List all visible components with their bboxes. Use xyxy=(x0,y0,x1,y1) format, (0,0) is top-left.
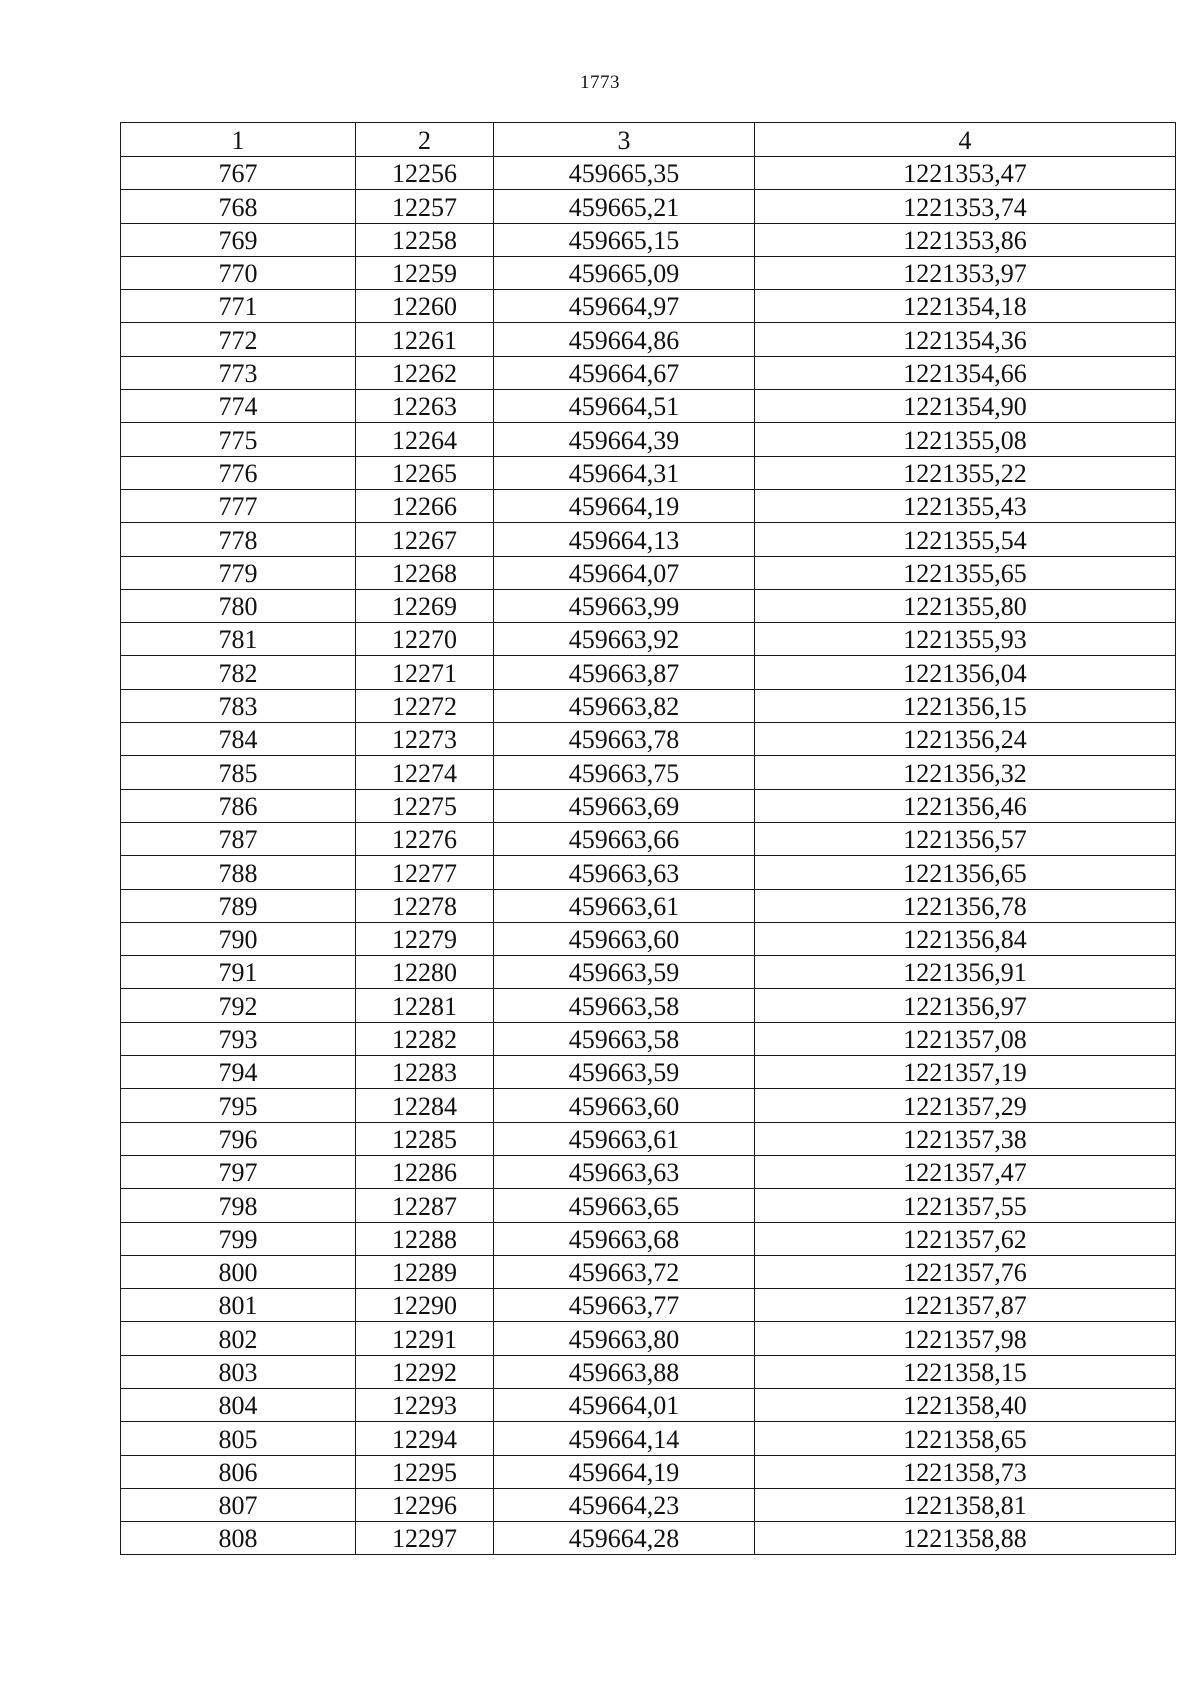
cell-point-number: 805 xyxy=(121,1422,356,1455)
cell-coordinate-y: 1221356,24 xyxy=(755,723,1176,756)
cell-coordinate-x: 459664,97 xyxy=(494,290,755,323)
cell-coordinate-y: 1221353,47 xyxy=(755,157,1176,190)
table-row xyxy=(121,1522,1176,1555)
cell-point-number: 772 xyxy=(121,323,356,356)
cell-index: 12276 xyxy=(356,822,494,855)
cell-index: 12269 xyxy=(356,589,494,622)
cell-coordinate-x: 459665,21 xyxy=(494,190,755,223)
column-header-3: 3 xyxy=(494,123,755,157)
cell-coordinate-x: 459663,68 xyxy=(494,1222,755,1255)
table-row xyxy=(121,1089,1176,1122)
cell-coordinate-x: 459664,86 xyxy=(494,323,755,356)
cell-coordinate-y: 1221356,46 xyxy=(755,789,1176,822)
cell-coordinate-y: 1221357,87 xyxy=(755,1289,1176,1322)
cell-index: 12270 xyxy=(356,623,494,656)
cell-coordinate-y: 1221355,65 xyxy=(755,556,1176,589)
table-row xyxy=(121,689,1176,722)
cell-coordinate-x: 459664,39 xyxy=(494,423,755,456)
cell-index: 12278 xyxy=(356,889,494,922)
column-header-2: 2 xyxy=(356,123,494,157)
cell-coordinate-x: 459663,77 xyxy=(494,1289,755,1322)
table-row xyxy=(121,989,1176,1022)
cell-coordinate-y: 1221357,62 xyxy=(755,1222,1176,1255)
cell-point-number: 803 xyxy=(121,1355,356,1388)
cell-index: 12277 xyxy=(356,856,494,889)
cell-index: 12285 xyxy=(356,1122,494,1155)
cell-index: 12258 xyxy=(356,223,494,256)
table-row xyxy=(121,656,1176,689)
cell-coordinate-y: 1221356,15 xyxy=(755,689,1176,722)
cell-index: 12261 xyxy=(356,323,494,356)
table-row xyxy=(121,1488,1176,1521)
cell-coordinate-y: 1221357,55 xyxy=(755,1189,1176,1222)
table-row xyxy=(121,1422,1176,1455)
cell-index: 12291 xyxy=(356,1322,494,1355)
table-row xyxy=(121,1455,1176,1488)
cell-index: 12259 xyxy=(356,256,494,289)
table-row xyxy=(121,489,1176,522)
cell-coordinate-x: 459663,66 xyxy=(494,822,755,855)
cell-coordinate-x: 459663,92 xyxy=(494,623,755,656)
cell-index: 12284 xyxy=(356,1089,494,1122)
cell-coordinate-y: 1221358,73 xyxy=(755,1455,1176,1488)
cell-coordinate-y: 1221356,04 xyxy=(755,656,1176,689)
cell-point-number: 795 xyxy=(121,1089,356,1122)
table-row xyxy=(121,423,1176,456)
table-row xyxy=(121,390,1176,423)
cell-point-number: 774 xyxy=(121,390,356,423)
table-row xyxy=(121,1122,1176,1155)
cell-index: 12283 xyxy=(356,1056,494,1089)
cell-point-number: 770 xyxy=(121,256,356,289)
cell-coordinate-x: 459665,35 xyxy=(494,157,755,190)
cell-coordinate-y: 1221358,15 xyxy=(755,1355,1176,1388)
cell-point-number: 789 xyxy=(121,889,356,922)
cell-index: 12271 xyxy=(356,656,494,689)
cell-coordinate-x: 459664,13 xyxy=(494,523,755,556)
cell-coordinate-y: 1221356,91 xyxy=(755,956,1176,989)
table-row xyxy=(121,323,1176,356)
cell-point-number: 783 xyxy=(121,689,356,722)
cell-point-number: 791 xyxy=(121,956,356,989)
cell-point-number: 767 xyxy=(121,157,356,190)
cell-coordinate-y: 1221358,81 xyxy=(755,1488,1176,1521)
table-row xyxy=(121,256,1176,289)
cell-coordinate-x: 459664,01 xyxy=(494,1388,755,1421)
cell-coordinate-x: 459664,14 xyxy=(494,1422,755,1455)
cell-coordinate-y: 1221355,93 xyxy=(755,623,1176,656)
cell-point-number: 769 xyxy=(121,223,356,256)
table-row xyxy=(121,856,1176,889)
cell-index: 12281 xyxy=(356,989,494,1022)
cell-index: 12275 xyxy=(356,789,494,822)
cell-coordinate-y: 1221355,80 xyxy=(755,589,1176,622)
table-row xyxy=(121,1355,1176,1388)
table-row xyxy=(121,1189,1176,1222)
cell-coordinate-y: 1221356,32 xyxy=(755,756,1176,789)
table-row xyxy=(121,523,1176,556)
cell-index: 12266 xyxy=(356,489,494,522)
table-row xyxy=(121,756,1176,789)
cell-point-number: 776 xyxy=(121,456,356,489)
cell-index: 12272 xyxy=(356,689,494,722)
cell-coordinate-x: 459664,28 xyxy=(494,1522,755,1555)
table-row xyxy=(121,1022,1176,1055)
cell-point-number: 807 xyxy=(121,1488,356,1521)
cell-coordinate-x: 459663,69 xyxy=(494,789,755,822)
cell-coordinate-y: 1221355,22 xyxy=(755,456,1176,489)
cell-index: 12273 xyxy=(356,723,494,756)
cell-point-number: 788 xyxy=(121,856,356,889)
cell-coordinate-x: 459664,67 xyxy=(494,356,755,389)
cell-point-number: 796 xyxy=(121,1122,356,1155)
cell-coordinate-y: 1221356,84 xyxy=(755,922,1176,955)
table-row xyxy=(121,356,1176,389)
cell-coordinate-x: 459664,19 xyxy=(494,489,755,522)
cell-coordinate-y: 1221356,57 xyxy=(755,822,1176,855)
table-row xyxy=(121,556,1176,589)
cell-point-number: 781 xyxy=(121,623,356,656)
cell-index: 12292 xyxy=(356,1355,494,1388)
cell-coordinate-x: 459663,61 xyxy=(494,1122,755,1155)
cell-coordinate-x: 459663,75 xyxy=(494,756,755,789)
cell-point-number: 804 xyxy=(121,1388,356,1421)
cell-point-number: 792 xyxy=(121,989,356,1022)
cell-index: 12294 xyxy=(356,1422,494,1455)
cell-point-number: 790 xyxy=(121,922,356,955)
table-body xyxy=(121,157,1176,1555)
cell-coordinate-y: 1221356,97 xyxy=(755,989,1176,1022)
coordinates-table xyxy=(120,122,1176,1555)
cell-index: 12267 xyxy=(356,523,494,556)
cell-coordinate-x: 459663,59 xyxy=(494,1056,755,1089)
cell-point-number: 773 xyxy=(121,356,356,389)
cell-coordinate-y: 1221354,66 xyxy=(755,356,1176,389)
table-row xyxy=(121,1289,1176,1322)
cell-index: 12263 xyxy=(356,390,494,423)
cell-index: 12282 xyxy=(356,1022,494,1055)
cell-coordinate-x: 459663,80 xyxy=(494,1322,755,1355)
table-row xyxy=(121,789,1176,822)
table-row xyxy=(121,157,1176,190)
cell-coordinate-x: 459663,87 xyxy=(494,656,755,689)
column-header-1: 1 xyxy=(121,123,356,157)
cell-coordinate-x: 459664,23 xyxy=(494,1488,755,1521)
cell-coordinate-x: 459663,63 xyxy=(494,856,755,889)
cell-index: 12297 xyxy=(356,1522,494,1555)
cell-coordinate-x: 459663,60 xyxy=(494,922,755,955)
cell-index: 12288 xyxy=(356,1222,494,1255)
cell-coordinate-x: 459664,31 xyxy=(494,456,755,489)
cell-coordinate-y: 1221353,97 xyxy=(755,256,1176,289)
table-row xyxy=(121,889,1176,922)
header-row xyxy=(121,123,1176,157)
cell-coordinate-y: 1221357,38 xyxy=(755,1122,1176,1155)
cell-index: 12289 xyxy=(356,1255,494,1288)
cell-index: 12262 xyxy=(356,356,494,389)
cell-index: 12280 xyxy=(356,956,494,989)
cell-index: 12257 xyxy=(356,190,494,223)
cell-coordinate-y: 1221354,36 xyxy=(755,323,1176,356)
cell-coordinate-y: 1221358,65 xyxy=(755,1422,1176,1455)
table-row xyxy=(121,223,1176,256)
table-row xyxy=(121,956,1176,989)
cell-index: 12274 xyxy=(356,756,494,789)
cell-index: 12295 xyxy=(356,1455,494,1488)
cell-coordinate-y: 1221357,29 xyxy=(755,1089,1176,1122)
cell-point-number: 799 xyxy=(121,1222,356,1255)
cell-coordinate-y: 1221358,88 xyxy=(755,1522,1176,1555)
cell-coordinate-x: 459663,82 xyxy=(494,689,755,722)
cell-coordinate-y: 1221355,08 xyxy=(755,423,1176,456)
cell-coordinate-x: 459663,63 xyxy=(494,1155,755,1188)
cell-index: 12286 xyxy=(356,1155,494,1188)
page-number: 1773 xyxy=(580,72,620,93)
table-row xyxy=(121,1255,1176,1288)
table-row xyxy=(121,1155,1176,1188)
cell-point-number: 768 xyxy=(121,190,356,223)
cell-index: 12268 xyxy=(356,556,494,589)
cell-point-number: 787 xyxy=(121,822,356,855)
cell-coordinate-y: 1221354,90 xyxy=(755,390,1176,423)
table-row xyxy=(121,1388,1176,1421)
cell-point-number: 802 xyxy=(121,1322,356,1355)
cell-coordinate-x: 459664,19 xyxy=(494,1455,755,1488)
cell-coordinate-x: 459663,61 xyxy=(494,889,755,922)
cell-point-number: 798 xyxy=(121,1189,356,1222)
cell-point-number: 793 xyxy=(121,1022,356,1055)
cell-index: 12256 xyxy=(356,157,494,190)
cell-point-number: 806 xyxy=(121,1455,356,1488)
cell-coordinate-y: 1221355,54 xyxy=(755,523,1176,556)
cell-point-number: 800 xyxy=(121,1255,356,1288)
cell-point-number: 779 xyxy=(121,556,356,589)
cell-point-number: 778 xyxy=(121,523,356,556)
table-row xyxy=(121,1322,1176,1355)
cell-coordinate-x: 459664,07 xyxy=(494,556,755,589)
table-row xyxy=(121,922,1176,955)
cell-point-number: 797 xyxy=(121,1155,356,1188)
cell-coordinate-x: 459663,72 xyxy=(494,1255,755,1288)
cell-index: 12296 xyxy=(356,1488,494,1521)
table-row xyxy=(121,1056,1176,1089)
cell-point-number: 775 xyxy=(121,423,356,456)
cell-index: 12290 xyxy=(356,1289,494,1322)
cell-coordinate-y: 1221357,47 xyxy=(755,1155,1176,1188)
cell-coordinate-x: 459663,58 xyxy=(494,1022,755,1055)
cell-coordinate-x: 459663,99 xyxy=(494,589,755,622)
cell-coordinate-y: 1221353,74 xyxy=(755,190,1176,223)
cell-point-number: 780 xyxy=(121,589,356,622)
cell-index: 12287 xyxy=(356,1189,494,1222)
column-header-4: 4 xyxy=(755,123,1176,157)
table-row xyxy=(121,1222,1176,1255)
cell-coordinate-x: 459665,15 xyxy=(494,223,755,256)
cell-coordinate-x: 459663,60 xyxy=(494,1089,755,1122)
cell-coordinate-x: 459663,78 xyxy=(494,723,755,756)
cell-index: 12264 xyxy=(356,423,494,456)
cell-point-number: 777 xyxy=(121,489,356,522)
cell-index: 12279 xyxy=(356,922,494,955)
cell-coordinate-y: 1221353,86 xyxy=(755,223,1176,256)
cell-point-number: 784 xyxy=(121,723,356,756)
cell-coordinate-x: 459664,51 xyxy=(494,390,755,423)
cell-point-number: 786 xyxy=(121,789,356,822)
cell-coordinate-x: 459665,09 xyxy=(494,256,755,289)
cell-coordinate-x: 459663,59 xyxy=(494,956,755,989)
cell-coordinate-x: 459663,65 xyxy=(494,1189,755,1222)
table-row xyxy=(121,723,1176,756)
table-row xyxy=(121,290,1176,323)
cell-point-number: 794 xyxy=(121,1056,356,1089)
cell-point-number: 785 xyxy=(121,756,356,789)
cell-coordinate-y: 1221354,18 xyxy=(755,290,1176,323)
cell-point-number: 782 xyxy=(121,656,356,689)
cell-coordinate-y: 1221355,43 xyxy=(755,489,1176,522)
table-header xyxy=(121,123,1176,157)
table-row xyxy=(121,589,1176,622)
cell-coordinate-y: 1221357,76 xyxy=(755,1255,1176,1288)
cell-coordinate-y: 1221357,98 xyxy=(755,1322,1176,1355)
table-row xyxy=(121,190,1176,223)
cell-index: 12265 xyxy=(356,456,494,489)
cell-point-number: 801 xyxy=(121,1289,356,1322)
table-row xyxy=(121,456,1176,489)
cell-coordinate-y: 1221356,78 xyxy=(755,889,1176,922)
table-row xyxy=(121,822,1176,855)
table-row xyxy=(121,623,1176,656)
cell-coordinate-y: 1221357,08 xyxy=(755,1022,1176,1055)
cell-point-number: 771 xyxy=(121,290,356,323)
cell-coordinate-x: 459663,88 xyxy=(494,1355,755,1388)
cell-coordinate-y: 1221358,40 xyxy=(755,1388,1176,1421)
cell-coordinate-x: 459663,58 xyxy=(494,989,755,1022)
cell-index: 12293 xyxy=(356,1388,494,1421)
cell-index: 12260 xyxy=(356,290,494,323)
cell-coordinate-y: 1221357,19 xyxy=(755,1056,1176,1089)
cell-coordinate-y: 1221356,65 xyxy=(755,856,1176,889)
cell-point-number: 808 xyxy=(121,1522,356,1555)
